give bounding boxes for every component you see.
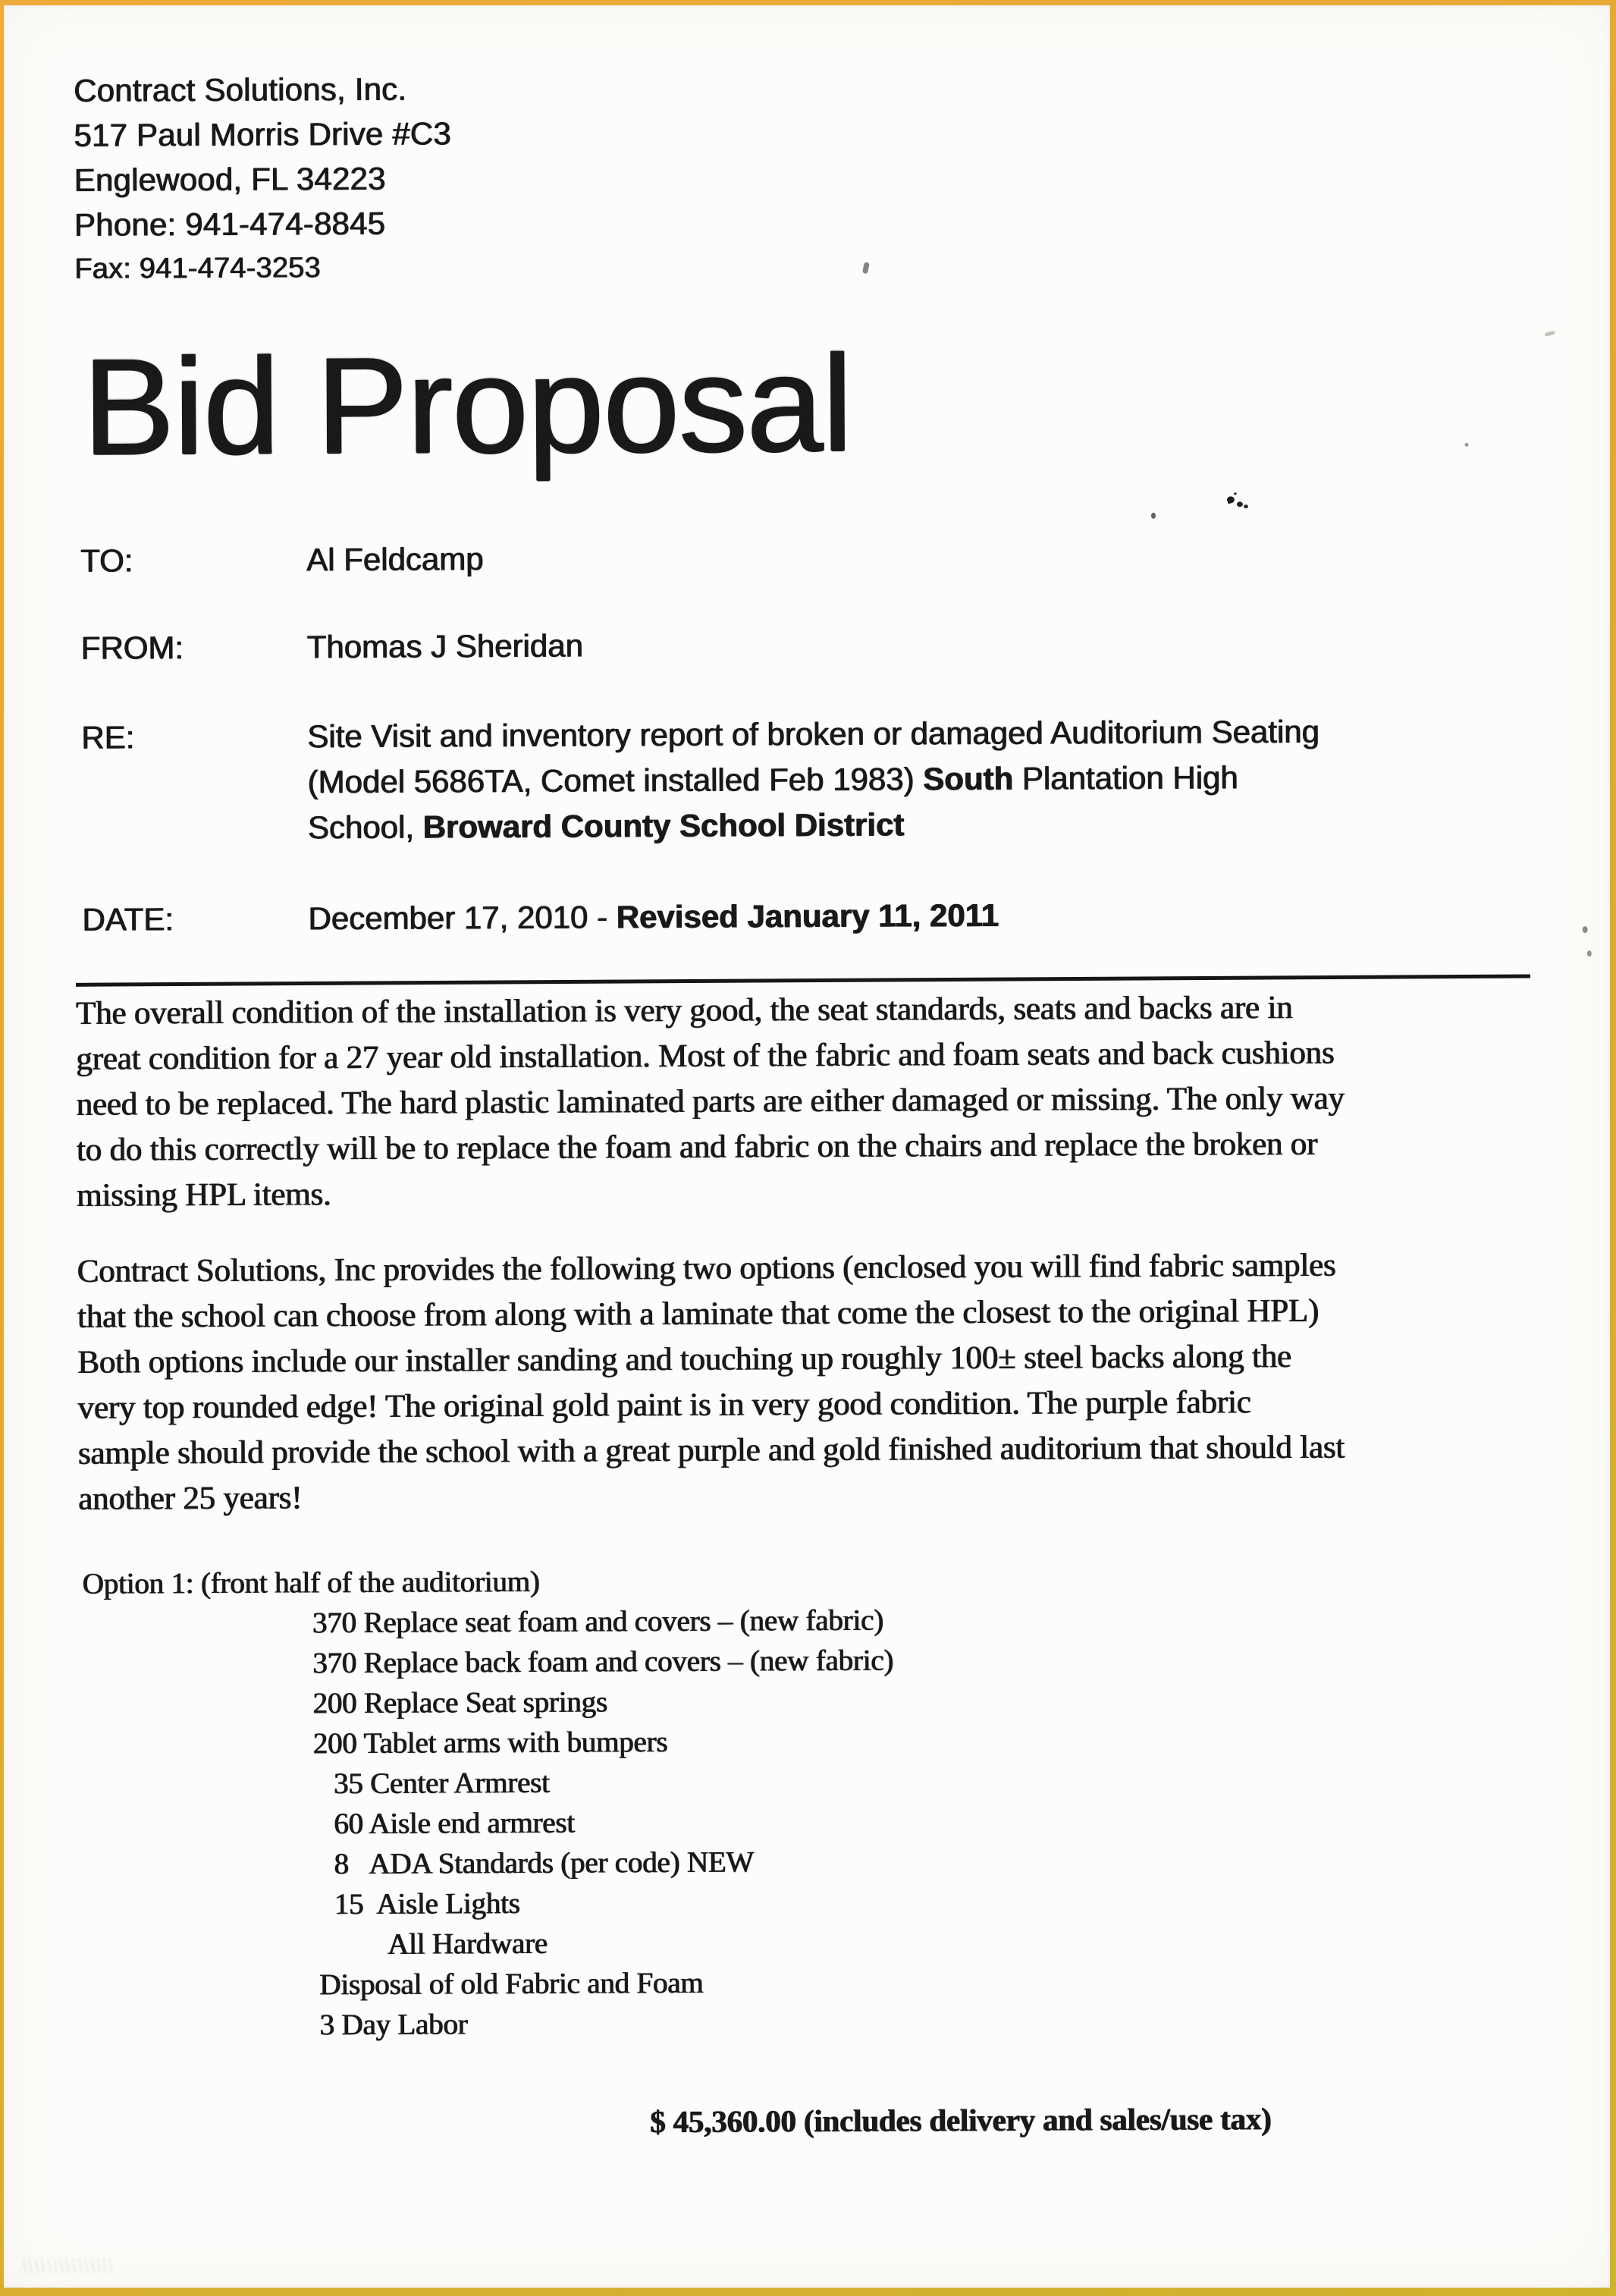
list-item: 3 Day Labor: [319, 2008, 468, 2042]
ink-smudge: [1227, 496, 1235, 503]
re-line-3: School, Broward County School District: [307, 806, 905, 846]
list-item: 35 Center Armrest: [334, 1766, 550, 1801]
ink-speck: [1587, 950, 1592, 956]
paragraph-line: that the school can choose from along with a laminate that come the closest to the original HPL): [77, 1292, 1319, 1335]
company-phone: Phone: 941-474-8845: [74, 205, 386, 243]
paragraph-line: The overall condition of the installation is very good, the seat standards, seats and backs are in: [76, 989, 1293, 1032]
paper-sheet: [4, 5, 1610, 2288]
meta-row-date: [82, 893, 999, 943]
options-paragraph: [77, 1243, 1345, 1522]
ink-speck: [862, 262, 870, 274]
paragraph-line: another 25 years!: [78, 1480, 303, 1517]
ink-speck: [1583, 926, 1588, 933]
ink-speck: [1151, 513, 1156, 519]
from-value: Thomas J Sheridan: [306, 627, 584, 665]
to-label: TO:: [80, 542, 133, 579]
list-item: 15 Aisle Lights: [334, 1886, 520, 1921]
date-value: December 17, 2010 - Revised January 11, 2011: [308, 897, 999, 937]
from-label: FROM:: [80, 630, 184, 666]
re-value: [307, 709, 1320, 851]
company-header: [74, 66, 452, 291]
re-line-2-bold: South: [923, 760, 1014, 797]
list-item: 370 Replace back foam and covers – (new fabric): [312, 1644, 894, 1680]
list-item: Disposal of old Fabric and Foam: [319, 1966, 704, 2002]
re-line-3-bold: Broward County School District: [422, 806, 905, 845]
list-item: 60 Aisle end armrest: [334, 1806, 576, 1841]
company-address-line: 517 Paul Morris Drive #C3: [74, 115, 452, 153]
total-price-line: $ 45,360.00 (includes delivery and sales/use tax): [650, 2101, 1272, 2140]
to-value: Al Feldcamp: [306, 541, 484, 578]
option-1-heading: Option 1: (front half of the auditorium): [82, 1565, 540, 1600]
date-revised-bold: Revised January 11, 2011: [616, 897, 999, 935]
re-label: RE:: [81, 719, 135, 755]
list-item: 370 Replace seat foam and covers – (new fabric): [312, 1603, 884, 1640]
paragraph-line: great condition for a 27 year old installation. Most of the fabric and foam seats and back cushions: [76, 1035, 1335, 1077]
paragraph-line: Contract Solutions, Inc provides the following two options (enclosed you will find fabric samples: [77, 1247, 1336, 1289]
list-item: All Hardware: [388, 1927, 548, 1961]
ghost-writing-smudge: [19, 2258, 114, 2273]
ink-speck: [1544, 331, 1555, 338]
date-label: DATE:: [82, 901, 174, 938]
condition-paragraph: [76, 985, 1345, 1219]
paragraph-line: Both options include our installer sanding and touching up roughly 100± steel backs along the: [77, 1339, 1292, 1380]
list-item: 200 Replace Seat springs: [312, 1685, 608, 1720]
list-item: 200 Tablet arms with bumpers: [312, 1726, 668, 1760]
paragraph-line: to do this correctly will be to replace the foam and fabric on the chairs and replace the broken or: [76, 1126, 1318, 1168]
company-name: Contract Solutions, Inc.: [74, 71, 407, 108]
company-fax: Fax: 941-474-3253: [74, 252, 322, 285]
meta-row-from: [81, 623, 583, 671]
paragraph-line: missing HPL items.: [77, 1176, 331, 1214]
page-title: Bid Proposal: [82, 326, 853, 484]
meta-row-re: [81, 709, 1320, 852]
option-1-list: [7, 1560, 896, 2047]
list-item: 8 ADA Standards (per code) NEW: [334, 1845, 755, 1881]
paragraph-line: need to be replaced. The hard plastic laminated parts are either damaged or missing. The only way: [76, 1080, 1345, 1123]
company-city-line: Englewood, FL 34223: [74, 160, 386, 198]
re-line-2: (Model 5686TA, Comet installed Feb 1983) South Plantation High: [307, 759, 1238, 800]
ink-speck: [1465, 443, 1469, 447]
meta-row-to: [80, 536, 484, 584]
re-line-1: Site Visit and inventory report of broken or damaged Auditorium Seating: [307, 713, 1320, 755]
paragraph-line: very top rounded edge! The original gold paint is in very good condition. The purple fabric: [77, 1384, 1251, 1426]
paragraph-line: sample should provide the school with a great purple and gold finished auditorium that should last: [77, 1429, 1345, 1472]
